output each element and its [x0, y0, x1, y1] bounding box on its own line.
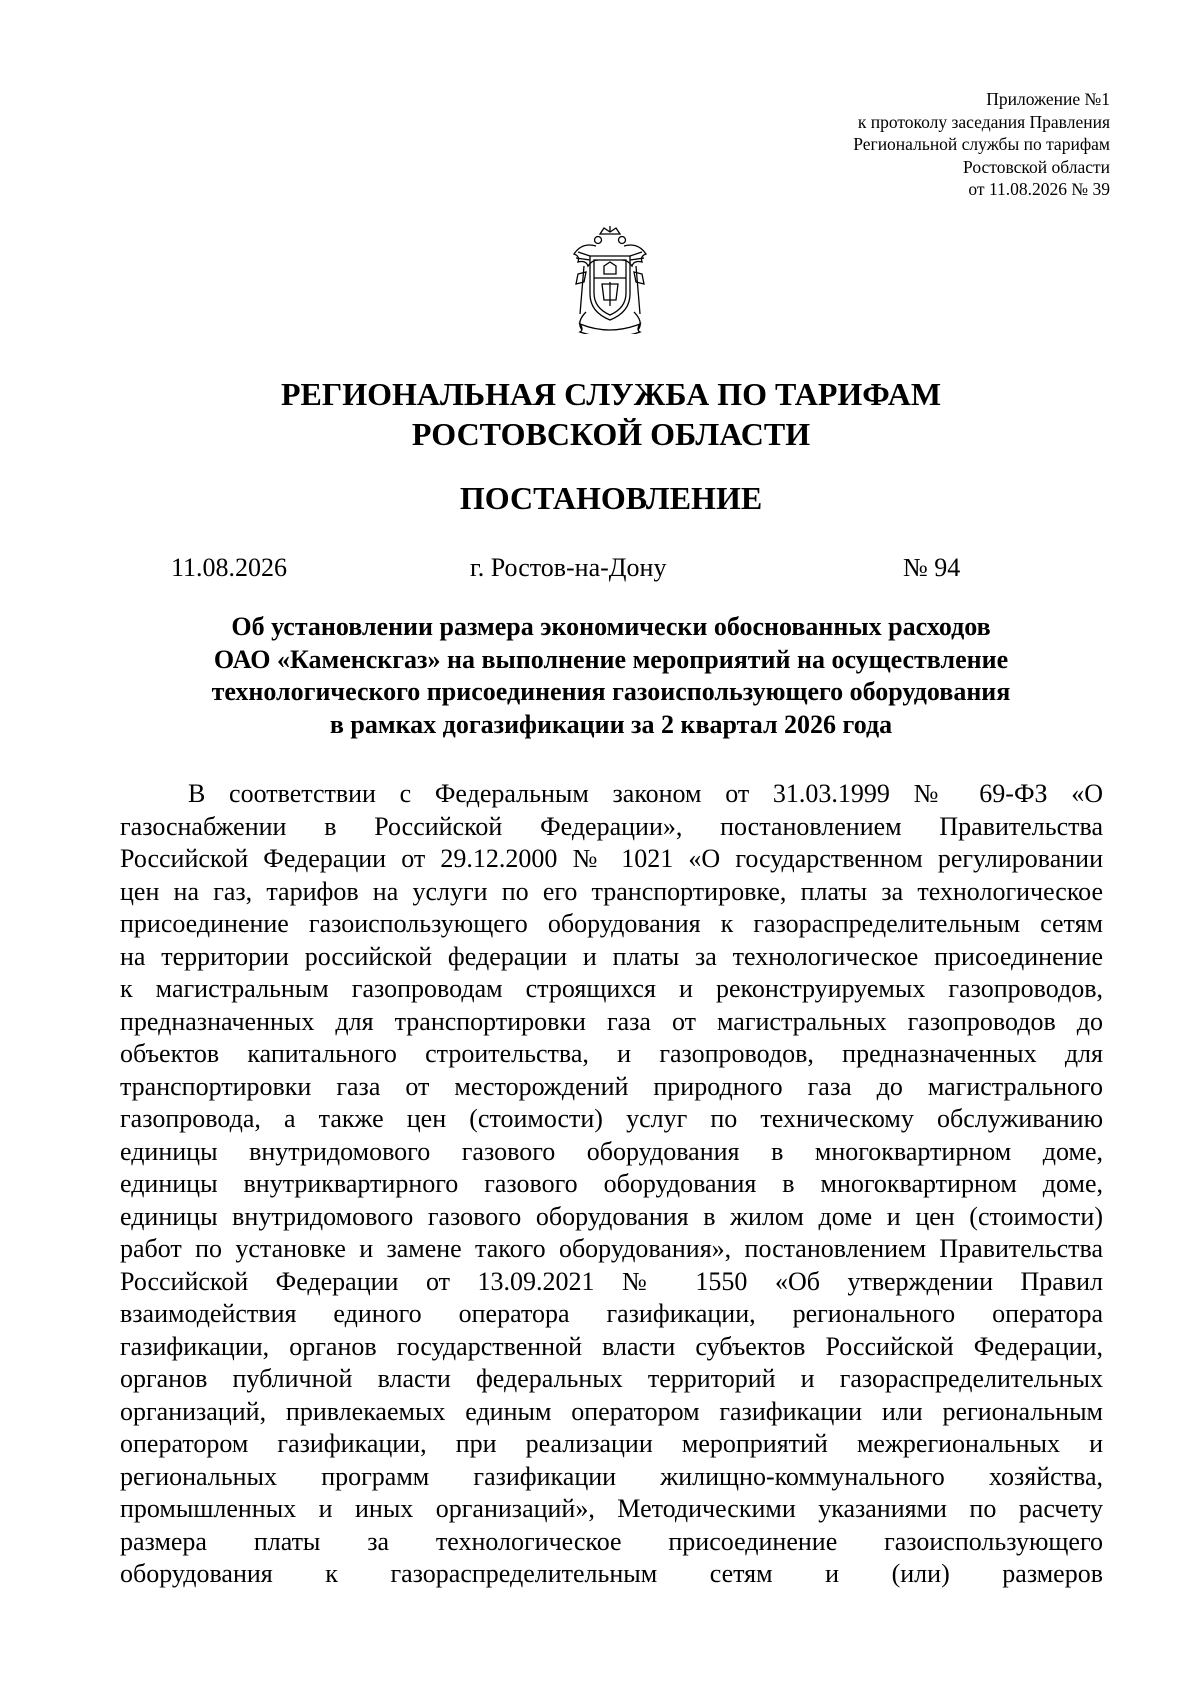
appendix-note: [690, 88, 1110, 201]
body-paragraph: [120, 778, 1103, 1591]
body-line: газопровода, а также цен (стоимости) услуг по техническому обслуживанию: [120, 1104, 1103, 1133]
document-date: 11.08.2026: [171, 553, 288, 582]
body-line: органов публичной власти федеральных территорий и газораспределительных: [120, 1364, 1103, 1393]
body-line: единицы внутридомового газового оборудования в многоквартирном доме,: [120, 1136, 1103, 1166]
body-line: единицы внутридомового газового оборудования в жилом доме и цен (стоимости): [120, 1201, 1103, 1231]
appendix-line: к протоколу заседания Правления: [857, 111, 1110, 132]
body-line: взаимодействия единого оператора газификации, регионального оператора: [120, 1299, 1103, 1328]
document-meta-row: [0, 550, 1200, 586]
body-line: единицы внутриквартирного газового оборудования в многоквартирном доме,: [120, 1169, 1103, 1198]
body-line: региональных программ газификации жилищно-коммунального хозяйства,: [120, 1461, 1103, 1491]
body-line: В соответствии с Федеральным законом от 31.03.1999 № 69-ФЗ «О: [188, 779, 1103, 808]
subject-line: ОАО «Каменскгаз» на выполнение мероприятий на осуществление: [213, 644, 1009, 674]
document-type-heading: ПОСТАНОВЛЕНИЕ: [459, 480, 763, 516]
body-line: присоединение газоиспользующего оборудования к газораспределительным сетям: [120, 909, 1103, 938]
body-line: Российской Федерации от 13.09.2021 № 1550 «Об утверждении Правил: [120, 1266, 1103, 1296]
appendix-line: Региональной службы по тарифам: [853, 134, 1110, 154]
document-city: г. Ростов-на-Дону: [470, 553, 667, 582]
body-line: предназначенных для транспортировки газа от магистральных газопроводов до: [120, 1006, 1103, 1036]
body-line: объектов капитального строительства, и газопроводов, предназначенных для: [120, 1039, 1103, 1068]
appendix-line: от 11.08.2026 № 39: [968, 179, 1110, 199]
body-line: газификации, органов государственной власти субъектов Российской Федерации,: [120, 1331, 1103, 1361]
org-title-line: РОСТОВСКОЙ ОБЛАСТИ: [411, 416, 811, 452]
body-line: цен на газ, тарифов на услуги по его транспортировке, платы за технологическое: [120, 876, 1103, 906]
appendix-line: Приложение №1: [986, 89, 1110, 109]
body-line: работ по установке и замене такого оборудования», постановлением Правительства: [120, 1234, 1103, 1263]
subject-line: технологического присоединения газоиспользующего оборудования: [211, 677, 1011, 706]
document-subject: [120, 611, 1102, 741]
subject-line: Об установлении размера экономически обоснованных расходов: [231, 612, 991, 641]
coat-of-arms-icon: [566, 226, 654, 334]
body-line: Российской Федерации от 29.12.2000 № 1021 «О государственном регулировании: [120, 844, 1103, 873]
body-line: оборудования к газораспределительным сетям и (или) размеров: [120, 1559, 1103, 1588]
body-line: оператором газификации, при реализации мероприятий межрегиональных и: [120, 1429, 1103, 1458]
body-line: газоснабжении в Российской Федерации», постановлением Правительства: [120, 811, 1103, 841]
appendix-line: Ростовской области: [963, 156, 1110, 177]
body-line: организаций, привлекаемых единым оператором газификации или региональным: [120, 1396, 1103, 1426]
org-title-line: РЕГИОНАЛЬНАЯ СЛУЖБА ПО ТАРИФАМ: [280, 376, 942, 412]
body-line: размера платы за технологическое присоединение газоиспользующего: [120, 1526, 1103, 1556]
subject-line: в рамках догазификации за 2 квартал 2026 года: [329, 709, 893, 739]
organization-title: [120, 374, 1102, 454]
body-line: промышленных и иных организаций», Методическими указаниями по расчету: [120, 1494, 1103, 1523]
body-line: на территории российской федерации и платы за технологическое присоединение: [120, 941, 1103, 971]
body-line: транспортировки газа от месторождений природного газа до магистрального: [120, 1071, 1103, 1101]
document-number: № 94: [903, 553, 961, 582]
body-line: к магистральным газопроводам строящихся и реконструируемых газопроводов,: [120, 974, 1103, 1003]
